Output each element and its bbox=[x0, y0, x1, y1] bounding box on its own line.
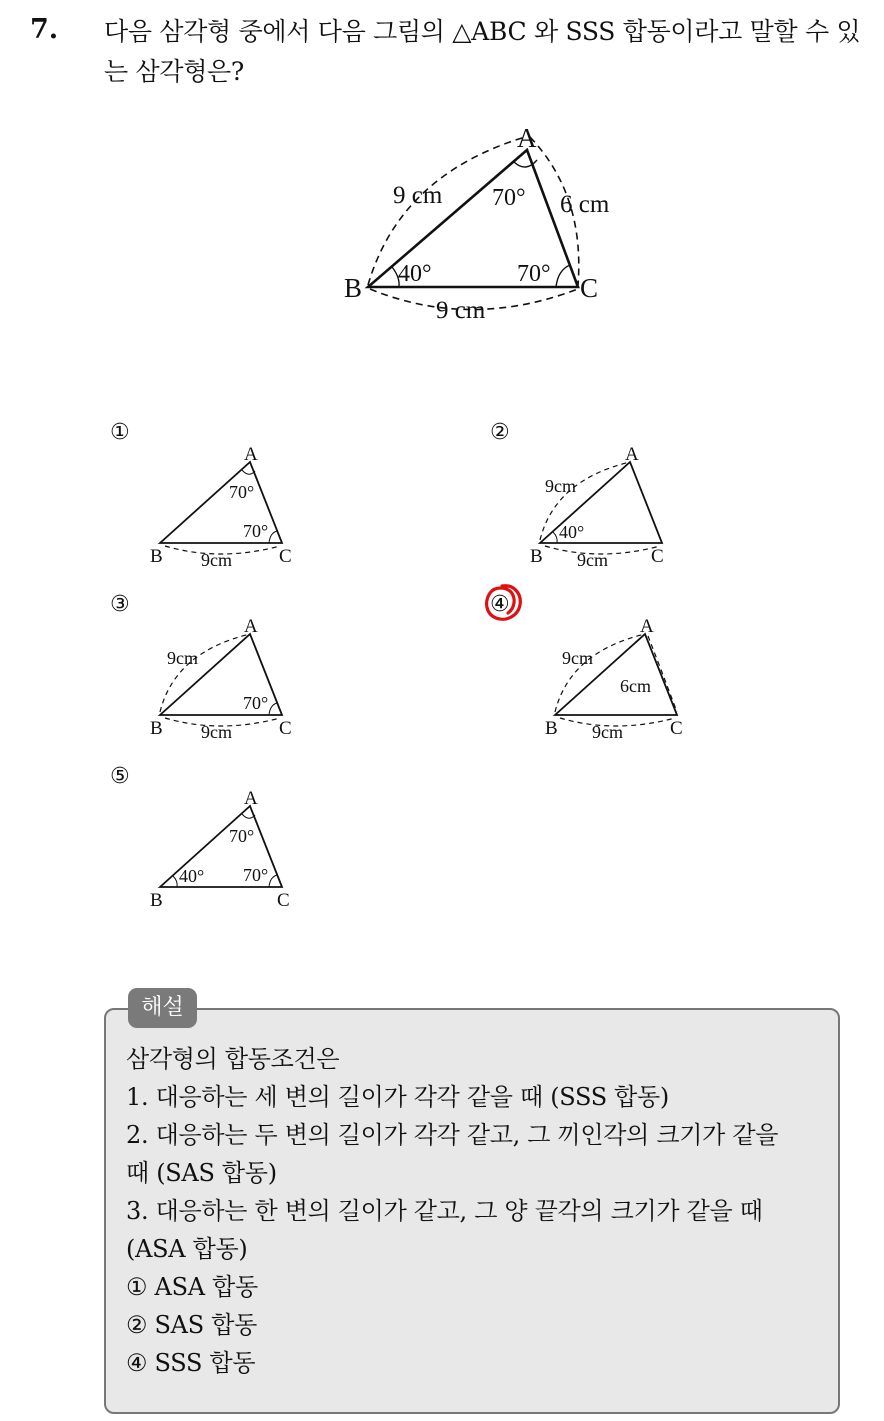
svg-text:9cm: 9cm bbox=[577, 550, 608, 570]
svg-text:9cm: 9cm bbox=[545, 476, 576, 496]
explanation-title: 해설 bbox=[128, 988, 197, 1028]
vertex-b: B bbox=[344, 273, 363, 303]
angle-arc-c bbox=[556, 265, 570, 287]
choice-3-figure[interactable] bbox=[145, 612, 305, 742]
svg-text:9cm: 9cm bbox=[201, 722, 232, 742]
explanation-line: 2. 대응하는 두 변의 길이가 각각 같고, 그 끼인각의 크기가 같을 bbox=[126, 1121, 779, 1149]
svg-text:A: A bbox=[244, 616, 258, 637]
svg-text:A: A bbox=[244, 788, 258, 809]
svg-text:40°: 40° bbox=[179, 866, 205, 886]
svg-text:6cm: 6cm bbox=[620, 676, 651, 696]
choice-4-figure[interactable] bbox=[540, 612, 700, 742]
svg-text:C: C bbox=[279, 546, 292, 567]
svg-text:A: A bbox=[625, 444, 639, 465]
angle-b-label: 40° bbox=[398, 261, 432, 287]
explanation-text bbox=[126, 1040, 826, 1382]
svg-text:9cm: 9cm bbox=[562, 648, 593, 668]
svg-text:C: C bbox=[651, 546, 664, 567]
svg-text:C: C bbox=[279, 718, 292, 739]
side-ab-label: 9 cm bbox=[393, 182, 443, 209]
svg-text:70°: 70° bbox=[229, 482, 255, 502]
explanation-line: 때 (SAS 합동) bbox=[126, 1159, 277, 1187]
vertex-a: A bbox=[517, 123, 537, 153]
svg-text:70°: 70° bbox=[243, 521, 269, 541]
arc-ab bbox=[368, 137, 525, 285]
svg-text:B: B bbox=[545, 718, 558, 739]
choice-3-label[interactable]: ③ bbox=[110, 592, 130, 617]
explanation-line: ① ASA 합동 bbox=[126, 1273, 258, 1301]
svg-text:B: B bbox=[150, 890, 163, 911]
angle-c-label: 70° bbox=[517, 261, 551, 287]
choice-5-label[interactable]: ⑤ bbox=[110, 764, 130, 789]
svg-text:A: A bbox=[640, 616, 654, 637]
choice-4-label[interactable]: ④ bbox=[490, 592, 510, 617]
vertex-c: C bbox=[580, 273, 599, 303]
question-text: 다음 삼각형 중에서 다음 그림의 △ABC 와 SSS 합동이라고 말할 수 있는 삼각형은? bbox=[104, 17, 861, 86]
explanation-line: 1. 대응하는 세 변의 길이가 각각 같을 때 (SSS 합동) bbox=[126, 1083, 669, 1111]
svg-text:C: C bbox=[670, 718, 683, 739]
svg-text:70°: 70° bbox=[229, 826, 255, 846]
svg-text:B: B bbox=[530, 546, 543, 567]
explanation-line: ④ SSS 합동 bbox=[126, 1349, 256, 1377]
angle-a-label: 70° bbox=[492, 185, 526, 211]
svg-text:9cm: 9cm bbox=[592, 722, 623, 742]
svg-text:70°: 70° bbox=[243, 865, 269, 885]
svg-text:B: B bbox=[150, 718, 163, 739]
explanation-line: ② SAS 합동 bbox=[126, 1311, 257, 1339]
choice-1-figure[interactable] bbox=[145, 440, 305, 570]
choice-2-label[interactable]: ② bbox=[490, 420, 510, 445]
svg-text:40°: 40° bbox=[559, 522, 585, 542]
explanation-line: (ASA 합동) bbox=[126, 1235, 248, 1263]
side-bc-label: 9 cm bbox=[436, 297, 486, 324]
side-ac-label: 6 cm bbox=[560, 191, 610, 218]
question-number: 7. bbox=[30, 14, 59, 45]
main-triangle-figure bbox=[320, 115, 610, 330]
explanation-line: 삼각형의 합동조건은 bbox=[126, 1045, 340, 1073]
svg-text:C: C bbox=[277, 890, 290, 911]
svg-text:A: A bbox=[244, 444, 258, 465]
svg-text:9cm: 9cm bbox=[167, 648, 198, 668]
choice-2-figure[interactable] bbox=[525, 440, 685, 570]
choice-1-label[interactable]: ① bbox=[110, 420, 130, 445]
svg-text:9cm: 9cm bbox=[201, 550, 232, 570]
explanation-line: 3. 대응하는 한 변의 길이가 같고, 그 양 끝각의 크기가 같을 때 bbox=[126, 1197, 763, 1225]
svg-text:B: B bbox=[150, 546, 163, 567]
svg-text:70°: 70° bbox=[243, 693, 269, 713]
choice-5-figure[interactable] bbox=[145, 784, 305, 914]
